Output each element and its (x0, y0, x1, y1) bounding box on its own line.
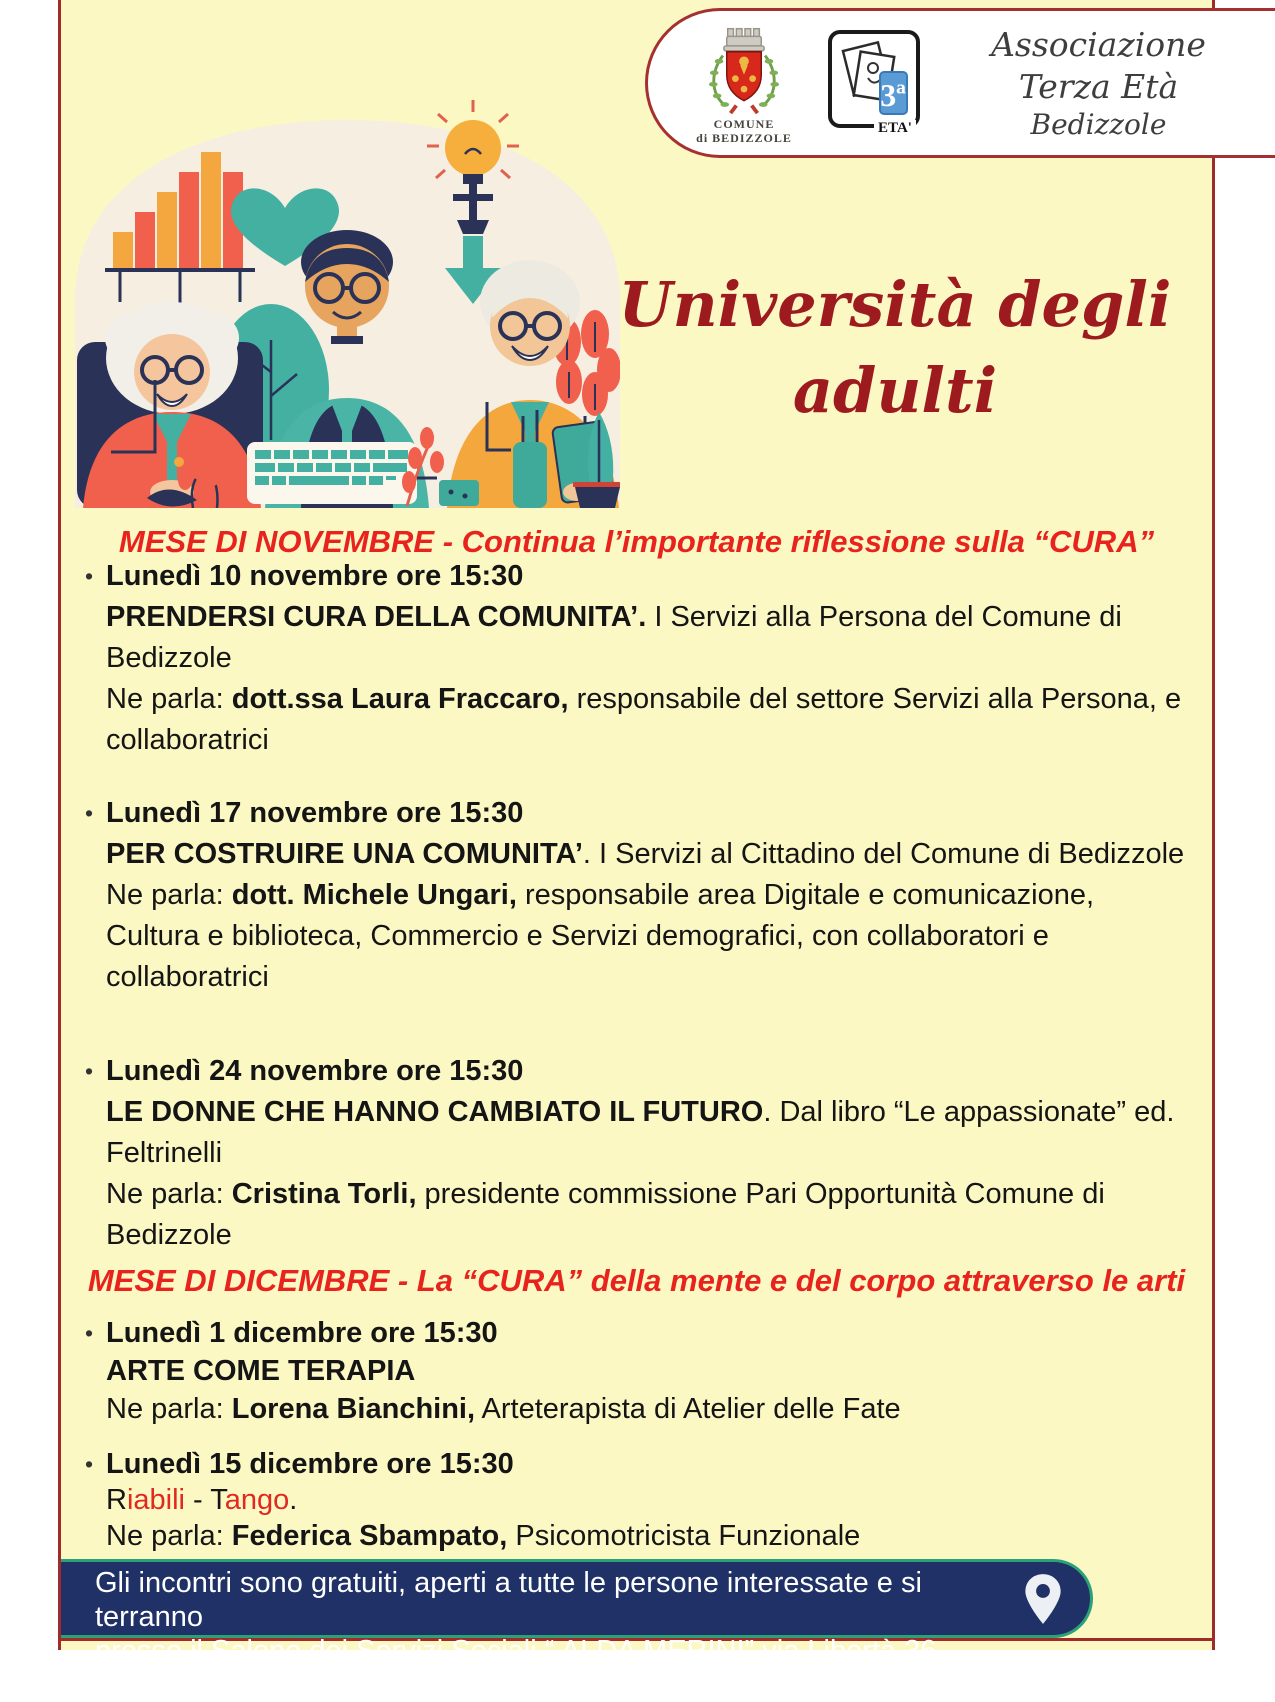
event-line (106, 1314, 1187, 1352)
text-segment: R (106, 1484, 127, 1516)
association-name (948, 24, 1275, 142)
terza-eta-logo (824, 28, 924, 138)
association-name-line1: Associazione Terza Età (991, 25, 1206, 106)
text-segment: PER COSTRUIRE UNA COMUNITA’ (106, 838, 583, 870)
event-line (106, 1174, 1187, 1256)
text-segment: Ne parla: (106, 879, 232, 911)
event-item (85, 1051, 1187, 1256)
text-segment: . Dal libro “Le appassionate” ed. Feltrinelli (106, 1096, 1175, 1169)
text-segment: . I Servizi al Cittadino del Comune di Bedizzole (582, 838, 1185, 870)
text-segment: responsabile del settore Servizi alla Persona, e collaboratrici (106, 683, 1182, 756)
text-segment: dott. Michele Ungari, (231, 879, 517, 911)
footer-banner (61, 1559, 1093, 1701)
text-segment: PRENDERSI CURA DELLA COMUNITA’. (106, 601, 647, 633)
location-pin-icon (1020, 1572, 1066, 1626)
text-segment: Ne parla: (106, 1178, 232, 1210)
text-segment: Lunedì 10 novembre ore 15:30 (106, 560, 524, 592)
event-line (106, 1518, 1187, 1554)
text-segment: Federica Sbampato, (231, 1520, 508, 1552)
text-segment: . (289, 1484, 298, 1516)
association-name-line2: Bedizzole (1030, 108, 1167, 141)
eta-number: 3ª (880, 77, 906, 113)
event-line (106, 1352, 1187, 1390)
event-line (106, 1390, 1187, 1428)
bullet-icon: • (85, 563, 94, 589)
event-text (106, 793, 1187, 998)
page-title (600, 262, 1190, 434)
text-segment: responsabile area Digitale e comunicazione, Cultura e biblioteca, Commercio e Servizi demografici, con collaboratori e collaboratrici (106, 879, 1095, 993)
event-item (85, 793, 1187, 998)
text-segment: LE DONNE CHE HANNO CAMBIATO IL FUTURO (106, 1096, 764, 1128)
event-item (85, 556, 1187, 761)
text-segment: Lunedì 1 dicembre ore 15:30 (106, 1317, 498, 1349)
event-text (106, 1051, 1187, 1256)
bullet-icon: • (85, 1451, 94, 1477)
terza-eta-logo-icon (824, 28, 924, 138)
event-line (106, 793, 1187, 834)
text-segment: presidente commissione Pari Opportunità Comune di Bedizzole (106, 1178, 1105, 1251)
eta-label: ETA' (878, 120, 912, 136)
logo-box (645, 8, 1275, 158)
text-segment: Ne parla: (106, 683, 232, 715)
section-heading: MESE DI DICEMBRE - La “CURA” della mente e del corpo attraverso le arti (87, 1263, 1186, 1298)
comune-name-line1: COMUNE (713, 117, 775, 131)
text-segment: iabili (126, 1484, 185, 1516)
text-segment: Lunedì 15 dicembre ore 15:30 (106, 1448, 514, 1480)
text-segment: Psicomotricista Funzionale (507, 1520, 861, 1552)
event-item (85, 1314, 1187, 1428)
bullet-icon: • (85, 1058, 94, 1084)
event-line (106, 1092, 1187, 1174)
text-segment: - (184, 1484, 211, 1516)
comune-bedizzole-emblem (688, 21, 800, 145)
text-segment: Lunedì 24 novembre ore 15:30 (106, 1055, 524, 1087)
bullet-icon: • (85, 800, 94, 826)
text-segment: T (210, 1484, 225, 1516)
event-text (106, 1314, 1187, 1428)
page-title-line1: Università degli (618, 268, 1172, 341)
text-segment: I Servizi alla Persona del Comune di Bedizzole (106, 601, 1122, 674)
event-text (106, 1446, 1187, 1554)
illustration-graphic (75, 90, 620, 508)
event-line (106, 679, 1187, 761)
event-item (85, 1446, 1187, 1554)
section-heading: MESE DI NOVEMBRE - Continua l’importante riflessione sulla “CURA” (118, 524, 1155, 559)
page-title-line2: adulti (792, 354, 998, 427)
text-segment: ango (224, 1484, 290, 1516)
text-segment: Lorena Bianchini, (231, 1393, 476, 1425)
event-line (106, 834, 1187, 875)
footer-line2: presso il Salone dei Servizi Sociali “ ALDA MERINI” via Libertà,36 Bedizzole (95, 1635, 937, 1701)
text-segment: Ne parla: (106, 1520, 232, 1552)
event-line (106, 556, 1187, 597)
bullet-icon: • (85, 1320, 94, 1346)
text-segment: Cristina Torli, (231, 1178, 417, 1210)
comune-crest-icon (696, 21, 792, 117)
text-segment: Lunedì 17 novembre ore 15:30 (106, 797, 524, 829)
event-line (106, 597, 1187, 679)
event-line (106, 1051, 1187, 1092)
text-segment: Ne parla: (106, 1393, 232, 1425)
event-line (106, 1482, 1187, 1518)
event-text (106, 556, 1187, 761)
comune-name-line2: di BEDIZZOLE (696, 131, 792, 145)
text-segment: ARTE COME TERAPIA (106, 1355, 416, 1387)
keyboard-graphic (247, 442, 417, 504)
event-line (106, 875, 1187, 998)
event-line (106, 1446, 1187, 1482)
text-segment: Arteterapista di Atelier delle Fate (475, 1393, 901, 1425)
text-segment: dott.ssa Laura Fraccaro, (231, 683, 569, 715)
footer-line1: Gli incontri sono gratuiti, aperti a tutte le persone interessate e si terranno (95, 1567, 922, 1633)
